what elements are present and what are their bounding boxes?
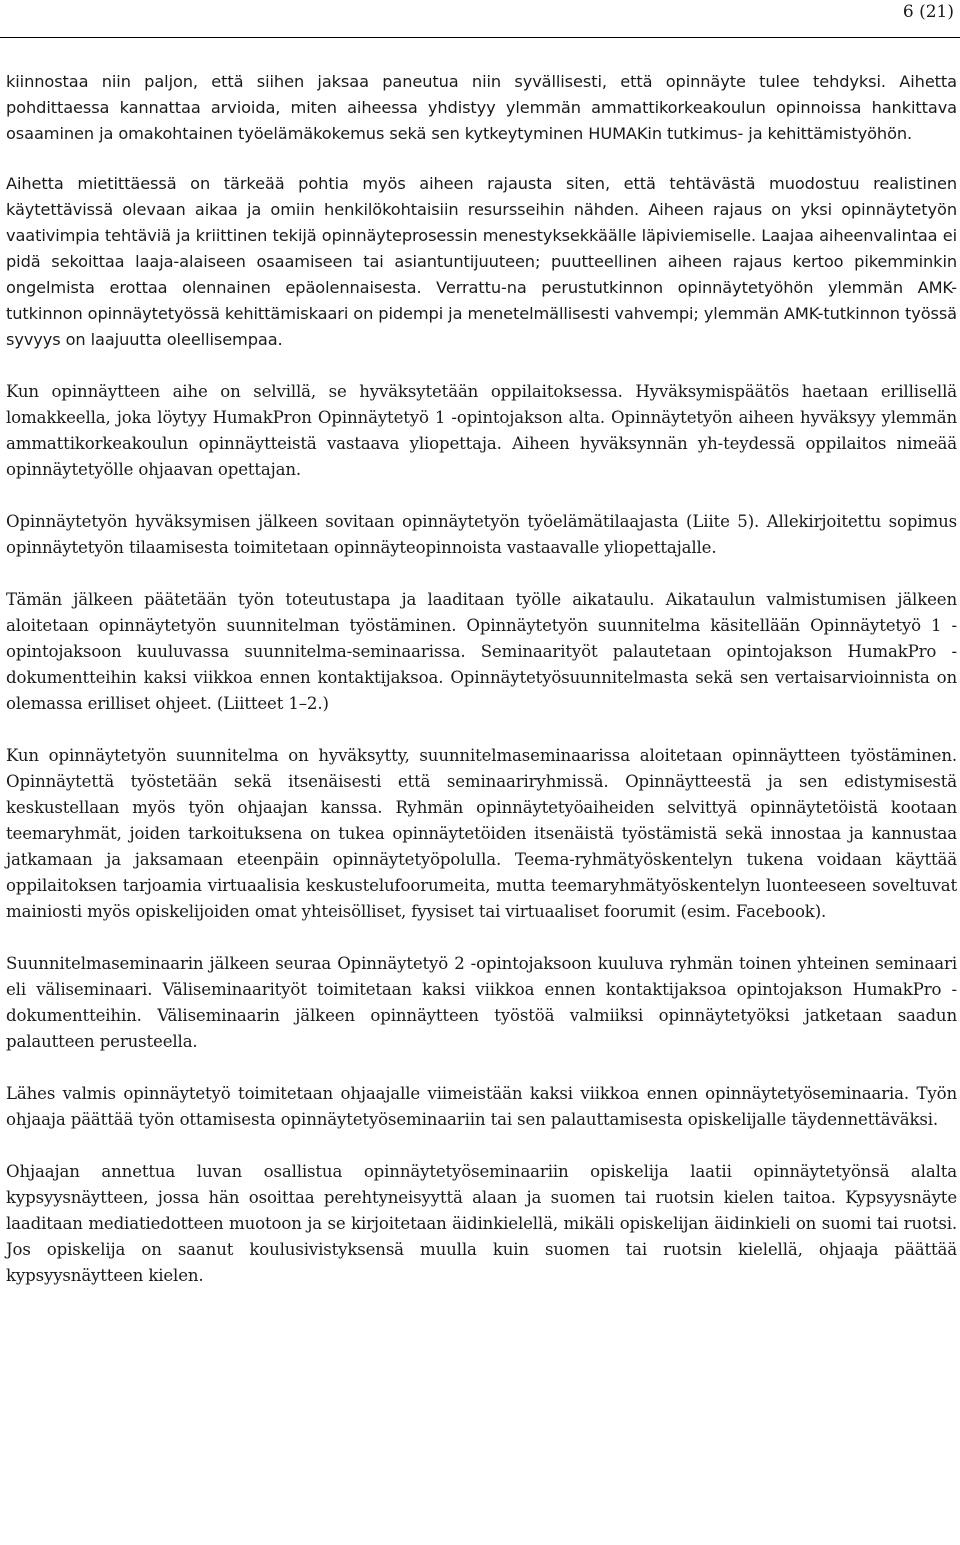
page-number: 6 (21): [902, 2, 954, 22]
paragraph-spacer: [6, 483, 957, 509]
paragraph-final-seminar: Lähes valmis opinnäytetyö toimitetaan ohjaajalle viimeistään kaksi viikkoa ennen opinnäytetyöseminaaria. Työn ohjaaja päättää työn ottamisesta opinnäytetyöseminaariin tai sen palauttamisesta opiskelijalle täydennettäväksi.: [6, 1084, 957, 1129]
paragraph-spacer: [6, 925, 957, 951]
paragraph-maturity-test: Ohjaajan annettua luvan osallistua opinnäytetyöseminaariin opiskelija laatii opinnäytetyönsä alalta kypsyysnäytteen, jossa hän osoittaa perehtyneisyyttä alaan ja suomen tai ruotsin kielen taitoa. Kypsyysnäyte laaditaan mediatiedotteen muotoon ja se kirjoitetaan äidinkielellä, mikäli opiskelijan äidinkieli on suomi tai ruotsi. Jos opiskelija on saanut koulusivistyksensä muulla kuin suomen tai ruotsin kielellä, ohjaaja päättää kypsyysnäytteen kielen.: [6, 1162, 957, 1285]
paragraph-spacer: [6, 561, 957, 587]
paragraph-topic-interest: kiinnostaa niin paljon, että siihen jaksaa paneutua niin syvällisesti, että opinnäyte tulee tehdyksi. Aihetta pohdittaessa kannattaa arvioida, miten aiheessa yhdistyy ylemmän ammattikorkeakoulun opinnoissa hankittava osaaminen ja omakohtainen työelämäkokemus sekä sen kytkeytyminen HUMAKin tutkimus- ja kehittämistyöhön.: [6, 72, 957, 143]
paragraph-spacer: [6, 717, 957, 743]
document-body: [6, 69, 957, 1289]
paragraph-schedule-plan: Tämän jälkeen päätetään työn toteutustapa ja laaditaan työlle aikataulu. Aikataulun valmistumisen jälkeen aloitetaan opinnäytetyön suunnitelman työstäminen. Opinnäytetyön suunnitelma käsitellään Opinnäytetyö 1 -opintojaksoon kuuluvassa suunnitelma-seminaarissa. Seminaarityöt palautetaan opintojakson HumakPro -dokumentteihin kaksi viikkoa ennen kontaktijaksoa. Opinnäytetyösuunnitelmasta sekä sen vertaisarvioinnista on olemassa erilliset ohjeet. (Liitteet 1–2.): [6, 590, 957, 713]
paragraph-spacer: [6, 147, 957, 171]
paragraph-thesis-work: Kun opinnäytetyön suunnitelma on hyväksytty, suunnitelmaseminaarissa aloitetaan opinnäytteen työstäminen. Opinnäytettä työstetään sekä itsenäisesti että seminaariryhmissä. Opinnäytteestä ja sen edistymisestä keskustellaan myös työn ohjaajan kanssa. Ryhmän opinnäytetyöaiheiden selvittyä opinnäytetöistä kootaan teemaryhmät, joiden tarkoituksena on tukea opinnäytetöiden itsenäistä työstämistä sekä innostaa ja kannustaa jatkamaan ja jaksamaan eteenpäin opinnäytetyöpolulla. Teema-ryhmätyöskentelyn tukena voidaan käyttää oppilaitoksen tarjoamia virtuaalisia keskustelufoorumeita, mutta teemaryhmätyöskentelyn luonteeseen soveltuvat mainiosti myös opiskelijoiden omat yhteisölliset, fyysiset tai virtuaaliset foorumit (esim. Facebook).: [6, 746, 957, 921]
paragraph-topic-scope: Aihetta mietittäessä on tärkeää pohtia myös aiheen rajausta siten, että tehtävästä muodostuu realistinen käytettävissä olevaan aikaa ja omiin henkilökohtaisiin resursseihin nähden. Aiheen rajaus on yksi opinnäytetyön vaativimpia tehtäviä ja kriittinen tekijä opinnäyteprosessin menestyksekkäälle läpiviemiselle. Laajaa aiheenvalintaa ei pidä sekoittaa laaja-alaiseen osaamiseen tai asiantuntijuuteen; puutteellinen aiheen rajaus kertoo pikemminkin ongelmista erottaa olennainen epäolennaisesta. Verrattu-na perustutkinnon opinnäytetyöhön ylemmän AMK-tutkinnon opinnäytetyössä kehittämiskaari on pidempi ja menetelmällisesti vahvempi; ylemmän AMK-tutkinnon työssä syvyys on laajuutta oleellisempaa.: [6, 174, 957, 349]
paragraph-work-commission: Opinnäytetyön hyväksymisen jälkeen sovitaan opinnäytetyön työelämätilaajasta (Liite 5). Allekirjoitettu sopimus opinnäytetyön tilaamisesta toimitetaan opinnäyteopinnoista vastaavalle yliopettajalle.: [6, 512, 957, 557]
paragraph-spacer: [6, 1133, 957, 1159]
paragraph-topic-approval: Kun opinnäytteen aihe on selvillä, se hyväksytetään oppilaitoksessa. Hyväksymispäätös haetaan erillisellä lomakkeella, joka löytyy HumakPron Opinnäytetyö 1 -opintojakson alta. Opinnäytetyön aiheen hyväksyy ylemmän ammattikorkeakoulun opinnäytteistä vastaava yliopettaja. Aiheen hyväksynnän yh-teydessä oppilaitos nimeää opinnäytetyölle ohjaavan opettajan.: [6, 382, 957, 479]
header-rule: [0, 37, 960, 38]
paragraph-spacer: [6, 1055, 957, 1081]
paragraph-spacer: [6, 353, 957, 379]
paragraph-interim-seminar: Suunnitelmaseminaarin jälkeen seuraa Opinnäytetyö 2 -opintojaksoon kuuluva ryhmän toinen yhteinen seminaari eli väliseminaari. Väliseminaarityöt toimitetaan kaksi viikkoa ennen kontaktijaksoa opintojakson HumakPro -dokumentteihin. Väliseminaarin jälkeen opinnäytteen työstöä valmiiksi opinnäytetyöksi jatketaan saadun palautteen perusteella.: [6, 954, 957, 1051]
